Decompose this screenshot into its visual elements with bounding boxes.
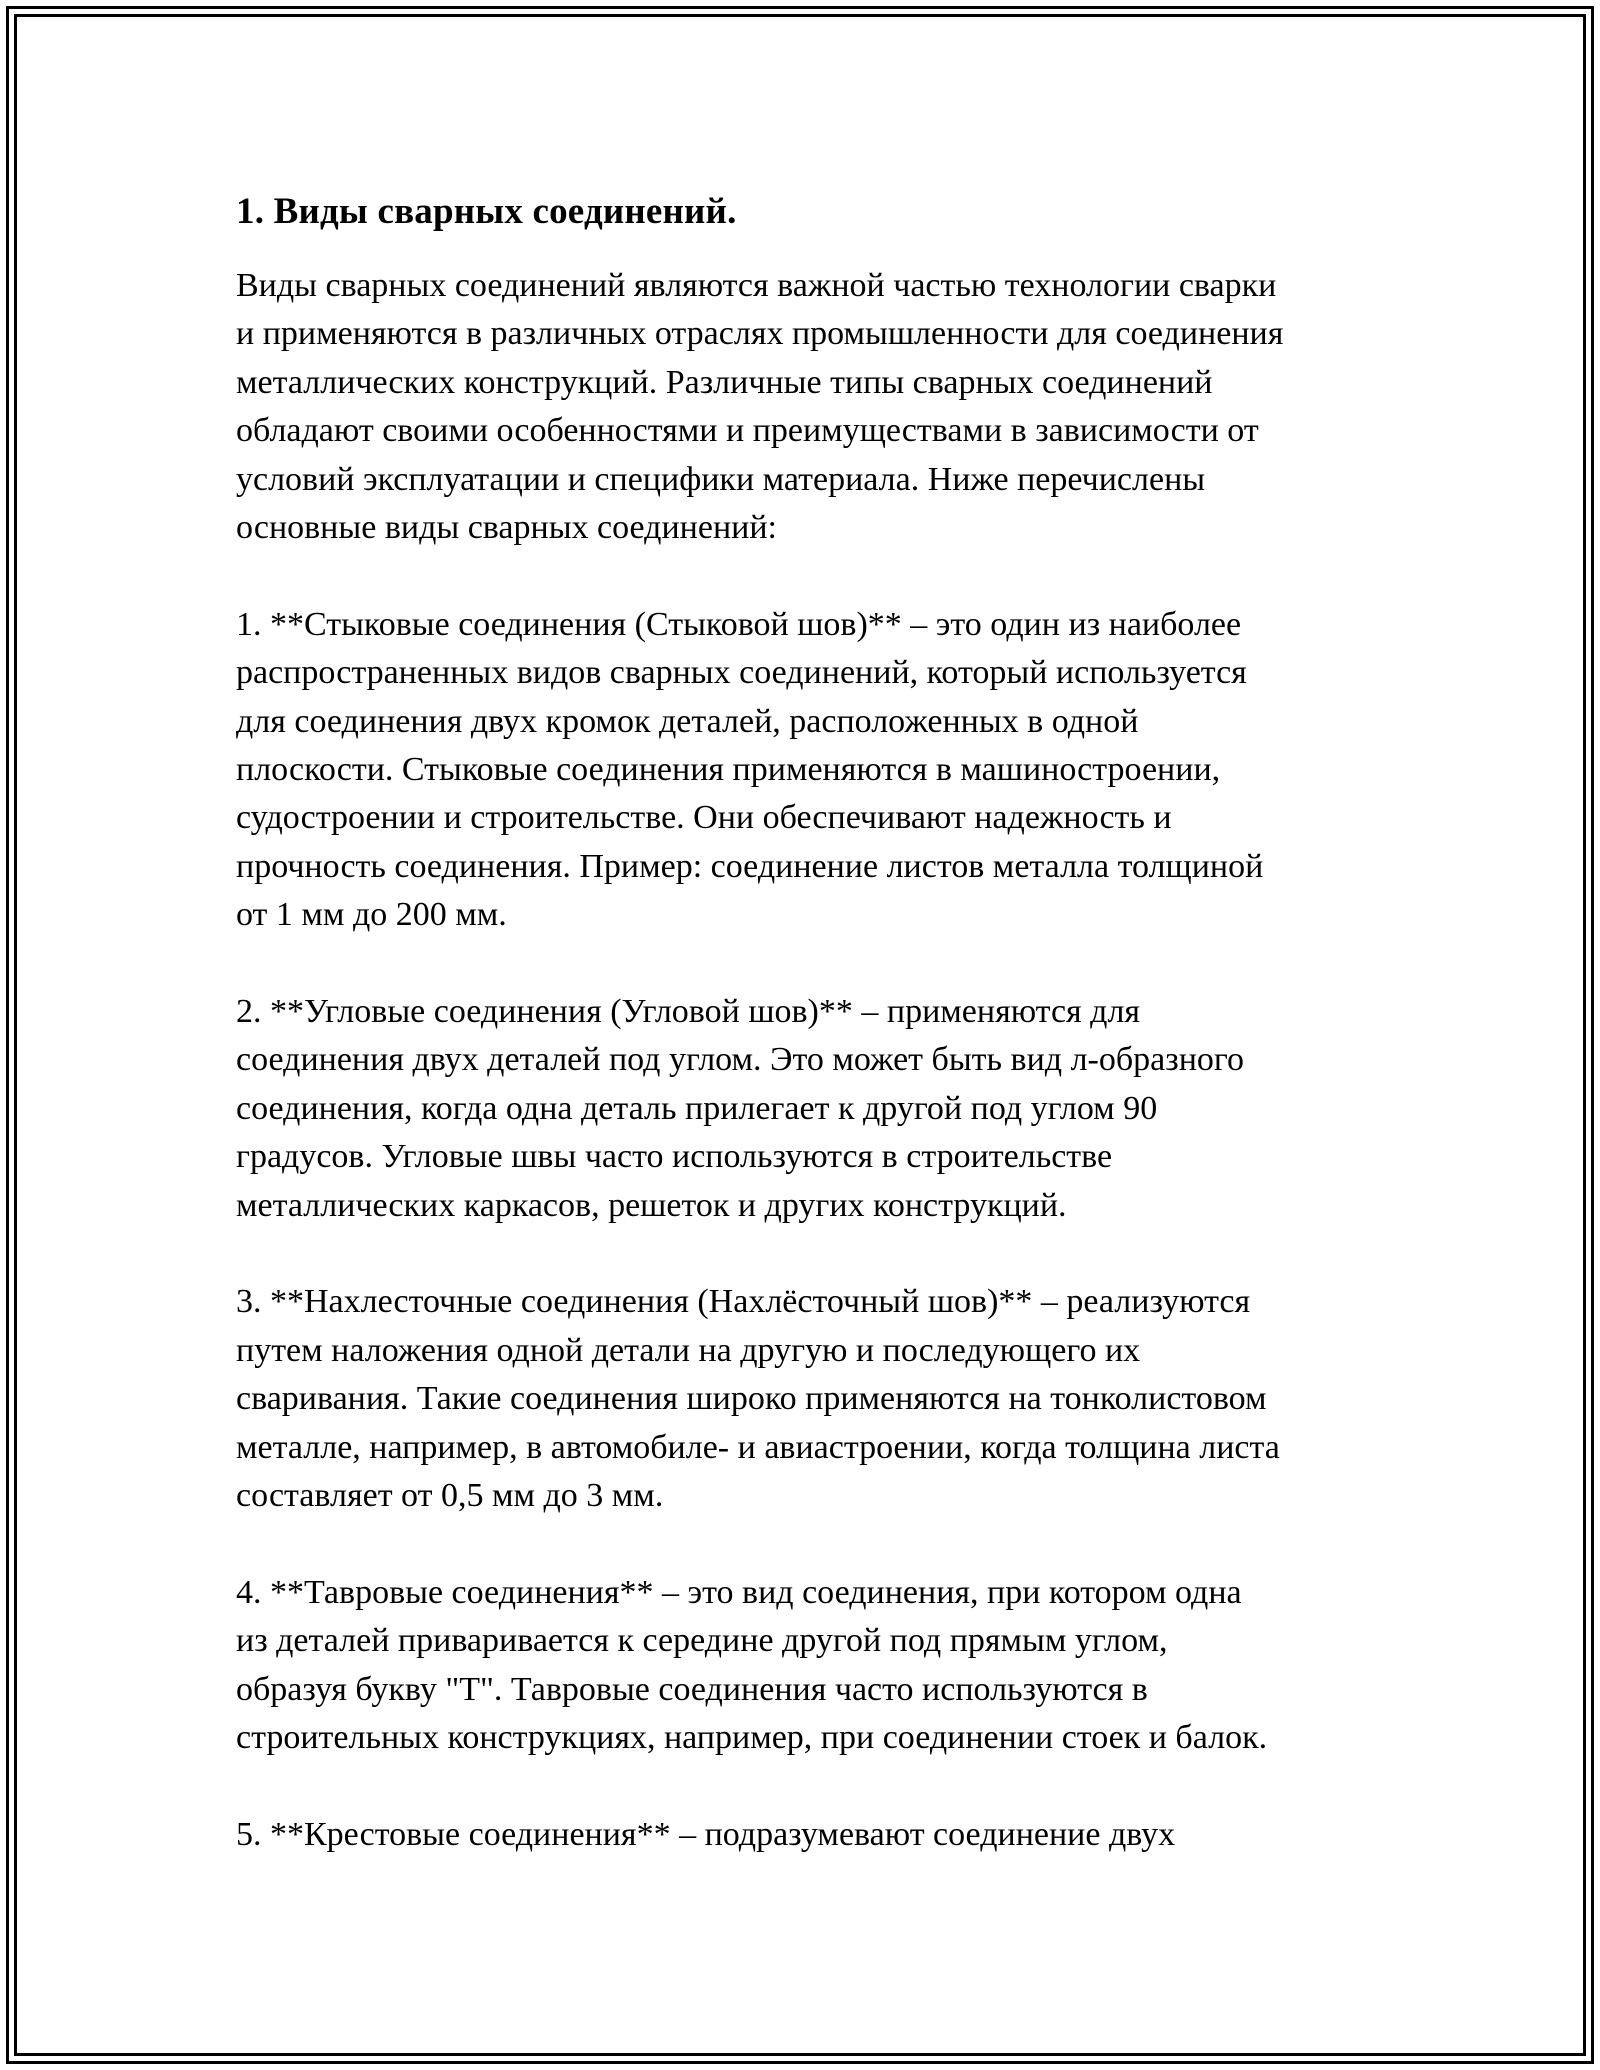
list-item-tee-joint: 4. **Тавровые соединения** – это вид соединения, при котором одна из деталей приваривается к середине другой под прямым углом, образуя букву "Т". Тавровые соединения часто используются в строительных конструкциях, например, при соединении стоек и балок. (236, 1573, 1268, 1757)
paragraph-spacer (236, 1230, 1386, 1278)
list-item-corner-joint: 2. **Угловые соединения (Угловой шов)** – применяются для соединения двух деталей под углом. Это может быть вид л-образного соединения, когда одна деталь прилегает к другой под углом 90 градусов. Угловые швы часто используются в строительстве металлических каркасов, решеток и других конструкций. (236, 993, 1244, 1224)
paragraph-spacer (236, 940, 1386, 988)
intro-paragraph: Виды сварных соединений являются важной частью технологии сварки и применяются в различных отраслях промышленности для соединения металлических конструкций. Различные типы сварных соединений обладают своими особенностями и преимуществами в зависимости от условий эксплуатации и специфики материала. Ниже перечислены основные виды сварных соединений: (236, 267, 1284, 547)
list-item-cross-joint: 5. **Крестовые соединения** – подразумевают соединение двух (236, 1815, 1176, 1853)
paragraph-spacer (236, 1763, 1386, 1811)
paragraph-spacer (236, 552, 1386, 600)
list-item-butt-joint: 1. **Стыковые соединения (Стыковой шов)** – это один из наиболее распространенных видов сварных соединений, который используется для соединения двух кромок деталей, расположенных в одной плоскости. Стыковые соединения применяются в машиностроении, судостроении и строительстве. Они обеспечивают надежность и прочность соединения. Пример: соединение листов металла толщиной от 1 мм до 200 мм. (236, 605, 1264, 934)
section-heading: 1. Виды сварных соединений. (236, 191, 737, 232)
list-item-lap-joint: 3. **Нахлесточные соединения (Нахлёсточный шов)** – реализуются путем наложения одной детали на другую и последующего их сваривания. Такие соединения широко применяются на тонколистовом металле, например, в автомобиле- и авиастроении, когда толщина листа составляет от 0,5 мм до 3 мм. (236, 1283, 1280, 1515)
paragraph-spacer (236, 1521, 1386, 1569)
document-body (236, 186, 1386, 1859)
